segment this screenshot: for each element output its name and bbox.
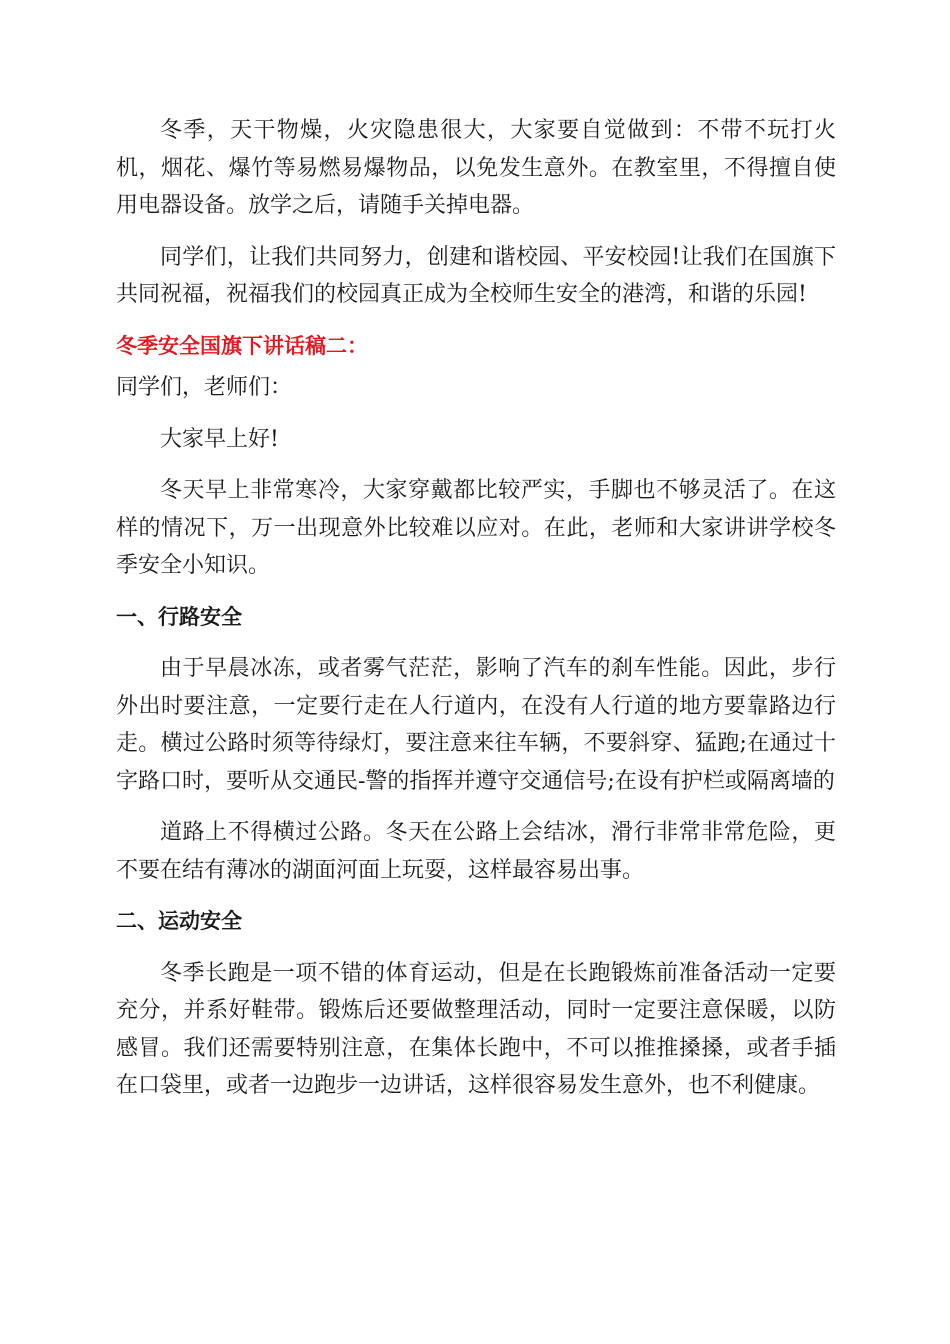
speech-title: 冬季安全国旗下讲话稿二： <box>116 333 368 358</box>
section-heading-road-safety: 一、行路安全 <box>116 604 242 629</box>
paragraph-road-safety-1: 由于早晨冰冻，或者雾气茫茫，影响了汽车的刹车性能。因此，步行外出时要注意，一定要行走在人行道内，在没有人行道的地方要靠路边行走。横过公路时须等待绿灯，要注意来往车辆，不要斜穿、猛跑;在通过十字路口时，要听从交通民-警的指挥并遵守交通信号;在设有护栏或隔离墙的 <box>116 656 836 794</box>
paragraph-greeting: 大家早上好! <box>160 426 279 452</box>
section-heading-sports-safety: 二、运动安全 <box>116 909 242 933</box>
document-page <box>116 112 836 1119</box>
salutation: 同学们，老师们： <box>116 375 293 400</box>
paragraph-fire-safety: 冬季，天干物燥，火灾隐患很大，大家要自觉做到：不带不玩打火机，烟花、爆竹等易燃易爆物品，以免发生意外。在教室里，不得擅自使用电器设备。放学之后，请随手关掉电器。 <box>116 118 836 218</box>
paragraph-sports-safety: 冬季长跑是一项不错的体育运动，但是在长跑锻炼前准备活动一定要充分，并系好鞋带。锻炼后还要做整理活动，同时一定要注意保暖，以防感冒。我们还需要特别注意，在集体长跑中，不可以推推搡搡，或者手插在口袋里，或者一边跑步一边讲话，这样很容易发生意外，也不利健康。 <box>116 960 836 1098</box>
paragraph-intro: 冬天早上非常寒冷，大家穿戴都比较严实，手脚也不够灵活了。在这样的情况下，万一出现意外比较难以应对。在此，老师和大家讲讲学校冬季安全小知识。 <box>116 478 836 578</box>
paragraph-road-safety-2: 道路上不得横过公路。冬天在公路上会结冰，滑行非常非常危险，更不要在结有薄冰的湖面河面上玩耍，这样最容易出事。 <box>116 820 836 883</box>
paragraph-closing-wish: 同学们，让我们共同努力，创建和谐校园、平安校园!让我们在国旗下共同祝福，祝福我们的校园真正成为全校师生安全的港湾，和谐的乐园! <box>116 244 836 307</box>
